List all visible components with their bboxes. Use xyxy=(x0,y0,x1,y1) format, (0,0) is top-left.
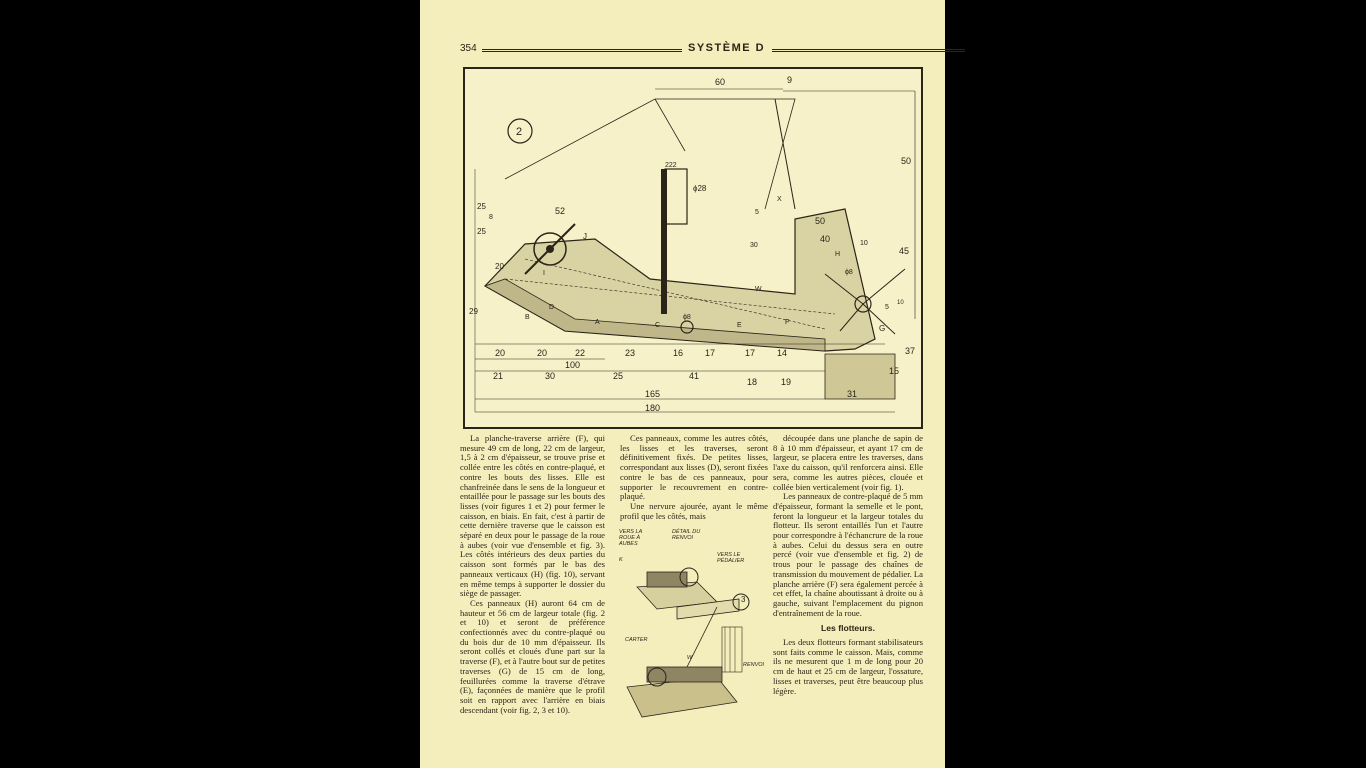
dim-180: 180 xyxy=(645,403,661,413)
text-column-2 xyxy=(620,434,768,521)
figure-2-drawing xyxy=(465,69,921,427)
dim-b1-17b: 17 xyxy=(745,348,756,358)
label-J: J xyxy=(583,232,587,241)
chain-label: 222 xyxy=(665,162,677,169)
dim-left-29: 29 xyxy=(469,307,478,316)
dim-b1-20b: 20 xyxy=(537,348,548,358)
text-column-3 xyxy=(773,434,923,696)
figure-3-sketch xyxy=(617,527,769,732)
fig3-label-k: K xyxy=(619,557,623,563)
dim-top-9: 9 xyxy=(787,75,793,85)
label-A: A xyxy=(595,319,600,326)
dim-right-45: 45 xyxy=(899,246,910,256)
dim-right-5: 5 xyxy=(885,304,889,311)
label-G: G xyxy=(879,324,886,333)
page-header xyxy=(460,40,925,56)
magazine-page xyxy=(420,0,945,768)
figure-2-number: 2 xyxy=(516,126,523,138)
dim-left-25a: 25 xyxy=(477,202,486,211)
dim-phi8-right: ϕ8 xyxy=(845,269,853,276)
dim-b3-19: 19 xyxy=(781,377,792,387)
col1-paragraph-1: La planche-traverse arrière (F), qui mesure 49 cm de long, 22 cm de largeur, 1,5 à 2 cm d'épaisseur, se trouve prise et collée entre les côtés en contre-plaqué, et contre les bouts des lisses. Elle est chanfreinée dans le sens de la longueur et entaillée pour le passage sur les bouts des lisses (voir figures 1 et 2) pour fermer le caisson, en biais. En fait, c'est à partir de cette dernière traverse que le caisson est séparé en deux pour le passage de la roue à aubes (voir vue d'ensemble et fig. 3). Les côtés intérieurs des deux parties du caisson sont formés par le bas des panneaux verticaux (H) (fig. 10), servant en même temps à supporter le dossier du siège de passager. xyxy=(460,433,605,599)
dim-top-60: 60 xyxy=(715,77,726,87)
col1-paragraph-2: Ces panneaux (H) auront 64 cm de hauteur et 56 cm de largeur totale (fig. 2 et 10) et seront de préférence confectionnés avec du contre-plaqué ou du bois dur de 10 mm d'épaisseur. Ils seront collés et cloués d'une part sur la traverse (F), et à l'autre bout sur de petites traverses (G) de 15 cm de long, feuillurées comme la traverse d'étrave (E), façonnées de manière que le profil soit en rapport avec l'arrière en biais descendant (voir fig. 2, 3 et 10). xyxy=(460,597,605,715)
label-B: B xyxy=(525,314,530,321)
label-C: C xyxy=(655,322,661,329)
col3-paragraph-3: Les deux flotteurs formant stabilisateurs sont faits comme le caisson. Mais, comme ils ne mesurent que 1 m de long pour 20 cm de haut et 25 cm de largeur, l'ossature, lisses et traverses, peut être beaucoup plus légère. xyxy=(773,637,923,696)
dim-b3-30: 30 xyxy=(545,371,556,381)
masthead-title: SYSTÈME D xyxy=(688,42,766,54)
dim-50: 50 xyxy=(815,216,826,226)
dim-5: 5 xyxy=(755,209,759,216)
header-rule-left xyxy=(482,49,682,52)
fig3-label-w: W xyxy=(687,655,693,661)
fig3-label-renvoi: RENVOI xyxy=(743,662,765,668)
label-H: H xyxy=(835,251,841,258)
label-I: I xyxy=(543,270,545,277)
col3-paragraph-2: Les panneaux de contre-plaqué de 5 mm d'épaisseur, formant la semelle et le pont, feront la longueur et la largeur totales du flotteur. Ils seront entaillés l'un et l'autre pour correspondre à l'échancrure de la roue à aubes. Celui du dessus sera en outre percé (voir vue d'ensemble et fig. 2) de trous pour le passage des chaînes de transmission du mouvement de pédalier. La planche arrière (F) sera également percée à cet effet, la chaîne aboutissant à droite ou à gauche, suivant l'emplacement du pignon d'entraînement de la roue. xyxy=(773,491,923,618)
col2-paragraph-2: Une nervure ajourée, ayant le même profil que les côtés, mais xyxy=(620,500,768,521)
dim-b3-41: 41 xyxy=(689,371,700,381)
dim-right-37: 37 xyxy=(905,346,916,356)
dim-right-10: 10 xyxy=(897,300,904,306)
dim-right-15: 15 xyxy=(889,366,900,376)
dim-52: 52 xyxy=(555,206,566,216)
dim-b1-14: 14 xyxy=(777,348,788,358)
dim-b1-20a: 20 xyxy=(495,348,506,358)
dim-b3-25: 25 xyxy=(613,371,624,381)
figure-3-number: 3 xyxy=(741,595,746,604)
dim-phi8-center: ϕ8 xyxy=(683,314,691,321)
col3-paragraph-1: découpée dans une planche de sapin de 8 à 10 mm d'épaisseur, et ayant 17 cm de largeur, se placera entre les traverses, dans l'axe du caisson, qu'il renforcera ainsi. Elle sera, comme les autres pièces, clouée et collée bien verticalement (voir fig. 1). xyxy=(773,433,923,492)
dim-b1-23: 23 xyxy=(625,348,636,358)
page-number: 354 xyxy=(460,43,477,54)
col2-paragraph-1: Ces panneaux, comme les autres côtés, les lisses et les traverses, seront définitivement fixés. De petites lisses, correspondant aux lisses (D), seront fixées contre le bas de ces panneaux, pour supporter le recouvrement en contre-plaqué. xyxy=(620,433,768,502)
dim-left-20: 20 xyxy=(495,262,504,271)
fig3-label-carter: CARTER xyxy=(625,637,648,643)
label-E: E xyxy=(737,322,742,329)
section-heading-flotteurs: Les flotteurs. xyxy=(821,623,875,634)
dim-b1-17a: 17 xyxy=(705,348,716,358)
header-rule-right xyxy=(772,49,965,52)
label-D: D xyxy=(549,304,555,311)
dim-phi28: ϕ28 xyxy=(693,184,707,193)
label-F: F xyxy=(785,319,790,326)
dim-b1-22: 22 xyxy=(575,348,586,358)
figure-2-plan xyxy=(463,67,923,429)
dim-40: 40 xyxy=(820,234,831,244)
fig3-label-pedalier: VERS LE PÉDALIER xyxy=(717,552,745,564)
dim-31: 31 xyxy=(847,389,858,399)
dim-left-25b: 25 xyxy=(477,227,486,236)
dim-right-50: 50 xyxy=(901,156,912,166)
dim-10: 10 xyxy=(860,240,868,247)
text-column-1 xyxy=(460,434,605,715)
dim-b1-16: 16 xyxy=(673,348,684,358)
dim-165: 165 xyxy=(645,389,661,399)
fig3-label-detail: DÉTAIL DU RENVOI xyxy=(672,529,701,541)
dim-b2-100-label: 100 xyxy=(565,360,581,370)
dim-b3-21: 21 xyxy=(493,371,504,381)
label-X: X xyxy=(777,196,782,203)
dim-b3-18: 18 xyxy=(747,377,758,387)
dim-left-8: 8 xyxy=(489,214,493,221)
label-W: W xyxy=(755,286,762,293)
fig3-label-roue: VERS LA ROUE À AUBES xyxy=(619,529,643,547)
dim-30: 30 xyxy=(750,242,758,249)
